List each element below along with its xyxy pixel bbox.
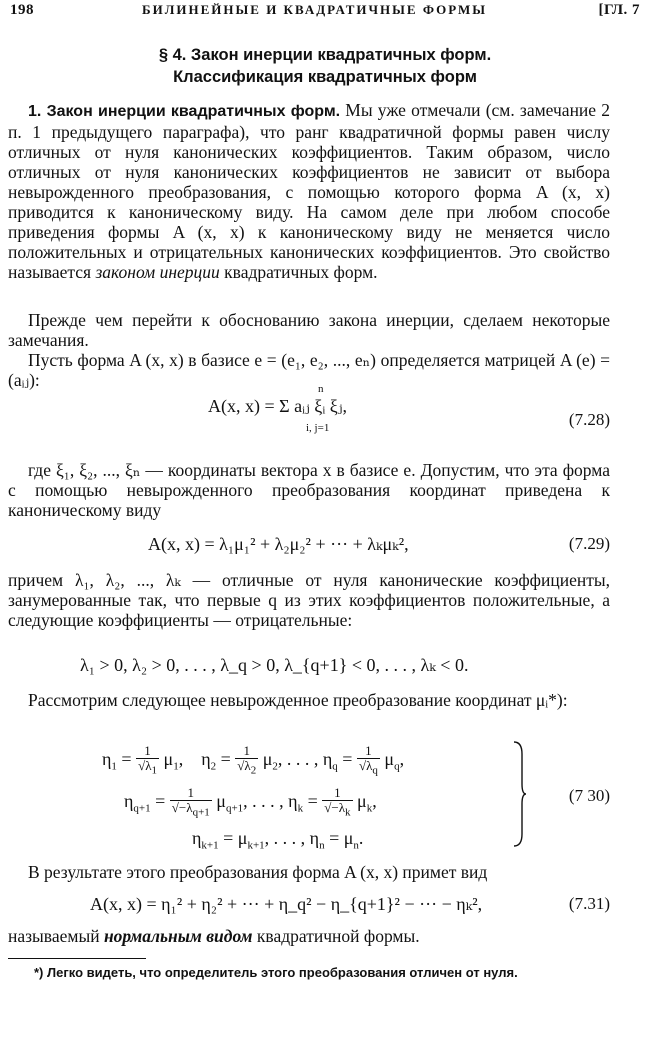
paragraph-1-text-a: Мы уже отмечали (см. замечание 2 п. 1 предыдущего параграфа), что ранг квадратичной формы равен числу отличных от нуля канонических коэффициентов. Таким образом, число отличных от нуля канонических коэффициентов не зависит от выбора невырожденного преобразования, с помощью которого форма A (x, x) приводится к каноническому виду. На самом деле при любом способе приведения формы A (x, x) к каноническому виду не меняется число положительных и отрицательных канонических коэффициентов. Это свойство называется bbox=[8, 100, 610, 282]
equation-7-28 bbox=[208, 383, 348, 434]
paragraph-8 bbox=[8, 926, 610, 946]
chapter-label: [ГЛ. 7 bbox=[598, 2, 640, 18]
equation-7-30-row-1: $\eta_1$ = $\frac{1}{√\lambda_1}$ $\mu_1$, $\eta_2$ = $\frac{1}{√\lambda_2}$ $\mu_2$, . . . , $\eta_q$ = $\frac{1}{√\lambda_q}$ $\mu_q$, bbox=[102, 743, 405, 777]
equation-7-31: A(x, x) = η₁² + η₂² + ··· + η_q² − η_{q+1}² − ··· − ηₖ², bbox=[90, 894, 483, 914]
equation-7-30-row-3: $\eta_{k+1} = \mu_{k+1}$, . . . , $\eta_n = \mu_n$. bbox=[192, 828, 364, 852]
term-normal-form: нормальным видом bbox=[103, 926, 253, 946]
equation-number-7-28: (7.28) bbox=[568, 410, 610, 429]
paragraph-7-text: В результате этого преобразования форма A (x, x) примет вид bbox=[28, 862, 488, 882]
equation-number-7-29: (7.29) bbox=[568, 534, 610, 553]
equation-7-29: A(x, x) = λ₁μ₁² + λ₂μ₂² + ··· + λₖμₖ², bbox=[148, 534, 409, 554]
paragraph-7 bbox=[8, 862, 610, 882]
paragraph-1 bbox=[8, 100, 610, 282]
right-brace-icon bbox=[512, 740, 526, 848]
paragraph-6-text: Рассмотрим следующее невырожденное преобразование координат μᵢ*): bbox=[28, 690, 568, 710]
subsection-heading: 1. Закон инерции квадратичных форм. bbox=[28, 103, 341, 120]
paragraph-5 bbox=[8, 570, 610, 630]
footnote: *) Легко видеть, что определитель этого преобразования отличен от нуля. bbox=[34, 965, 518, 980]
equation-number-7-30: (7 30) bbox=[568, 786, 610, 805]
section-title-line-2: Классификация квадратичных форм bbox=[173, 68, 477, 86]
equation-7-28-formula: A(x, x) = Σ aᵢⱼ ξᵢ ξⱼ, bbox=[208, 396, 348, 416]
section-title bbox=[0, 44, 650, 88]
page-number: 198 bbox=[10, 2, 34, 18]
paragraph-6 bbox=[8, 690, 610, 710]
paragraph-2-text: Прежде чем перейти к обоснованию закона инерции, сделаем некоторые замечания. bbox=[8, 310, 610, 350]
paragraph-8-text-b: квадратичной формы. bbox=[252, 926, 420, 946]
equation-7-30-row-2: $\eta_{q+1}$ = $\frac{1}{√-\lambda_{q+1}}$ $\mu_{q+1}$, . . . , $\eta_k$ = $\frac{1}{√-\lambda_k}$ $\mu_k$, bbox=[124, 785, 377, 819]
paragraph-4 bbox=[8, 460, 610, 520]
paragraph-2 bbox=[8, 310, 610, 350]
paragraph-3-text: Пусть форма A (x, x) в базисе e = (e₁, e₂, ..., eₙ) определяется матрицей A (e) = (aᵢⱼ): bbox=[8, 350, 610, 390]
running-title: БИЛИНЕЙНЫЕ И КВАДРАТИЧНЫЕ ФОРМЫ bbox=[142, 2, 487, 17]
equation-number-7-31: (7.31) bbox=[568, 894, 610, 913]
paragraph-5-text: причем λ₁, λ₂, ..., λₖ — отличные от нуля канонические коэффициенты, занумерованные так, что первые q из этих коэффициентов положительные, а следующие коэффициенты — отрицательные: bbox=[8, 570, 610, 630]
sum-lower-limit: i, j=1 bbox=[306, 422, 330, 434]
running-header bbox=[10, 2, 640, 22]
section-title-line-1: § 4. Закон инерции квадратичных форм. bbox=[158, 46, 492, 64]
footnote-divider bbox=[8, 958, 146, 959]
paragraph-8-text-a: называемый bbox=[8, 926, 104, 946]
sum-upper-limit: n bbox=[318, 383, 324, 395]
inequalities: λ₁ > 0, λ₂ > 0, . . . , λ_q > 0, λ_{q+1} < 0, . . . , λₖ < 0. bbox=[80, 655, 469, 675]
paragraph-1-text-b: квадратичных форм. bbox=[219, 262, 378, 282]
term-law-of-inertia: законом инерции bbox=[95, 262, 220, 282]
paragraph-4-text: где ξ₁, ξ₂, ..., ξₙ — координаты вектора x в базисе e. Допустим, что эта форма с помощью невырожденного преобразования координат приведена к каноническому виду bbox=[8, 460, 610, 520]
paragraph-3 bbox=[8, 350, 610, 390]
